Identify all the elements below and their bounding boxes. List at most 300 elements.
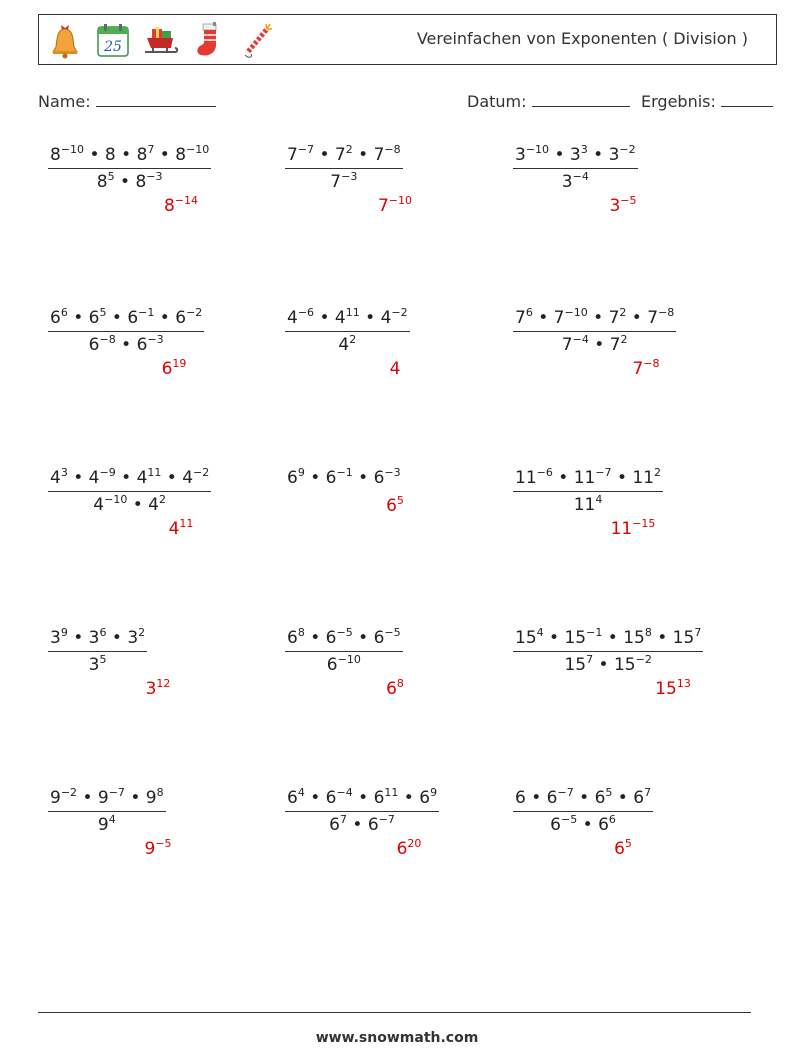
power-base: 4 (334, 308, 346, 328)
factor (148, 495, 166, 515)
power-exponent: 2 (159, 493, 166, 506)
power-exponent: 7 (586, 653, 594, 666)
factor (93, 495, 127, 515)
power-base: 6 (50, 308, 61, 328)
footer-url: www.snowmath.com (315, 1030, 479, 1046)
power-base: 3 (127, 628, 139, 648)
power-exponent: −4 (572, 170, 589, 183)
power-base: 4 (88, 468, 100, 488)
score-field (641, 92, 773, 111)
factor (515, 788, 526, 808)
factor (98, 815, 116, 835)
factor (374, 788, 399, 808)
power-base: 15 (672, 628, 695, 648)
factor (368, 815, 395, 835)
factor (326, 628, 353, 648)
multiply-dot: • (525, 788, 547, 808)
power-base: 6 (594, 788, 606, 808)
power-exponent: 11 (384, 786, 399, 799)
power-exponent: 5 (99, 306, 107, 319)
power-base: 4 (93, 495, 105, 515)
numerator (285, 468, 403, 491)
answer (378, 196, 412, 216)
power-exponent: 11 (179, 517, 194, 530)
multiply-dot: • (67, 628, 89, 648)
date-blank (532, 92, 630, 107)
factor (562, 335, 589, 355)
power-exponent: 4 (536, 626, 544, 639)
power-base: 3 (88, 628, 100, 648)
power-base: 11 (632, 468, 655, 488)
power-exponent: −5 (561, 813, 578, 826)
power-base: 6 (325, 468, 337, 488)
problem-9 (513, 468, 663, 515)
answer (386, 679, 404, 699)
multiply-dot: • (577, 815, 599, 835)
denominator (285, 652, 403, 675)
factor (89, 655, 107, 675)
numerator (48, 628, 147, 652)
factor (50, 308, 68, 328)
power-exponent: −5 (620, 194, 637, 207)
power-exponent: 3 (580, 143, 588, 156)
power-base: 4 (287, 308, 298, 328)
power-exponent: −10 (525, 143, 550, 156)
answer (611, 519, 656, 539)
bell-icon (47, 21, 83, 59)
power-exponent: 4 (595, 493, 603, 506)
power-base: 6 (515, 788, 526, 808)
power-exponent: −2 (619, 143, 636, 156)
multiply-dot: • (114, 172, 136, 192)
power-exponent: 7 (147, 143, 155, 156)
power-base: 11 (573, 468, 596, 488)
factor (287, 788, 305, 808)
stocking-icon (191, 21, 227, 59)
multiply-dot: • (359, 308, 381, 328)
multiply-dot: • (314, 145, 335, 165)
multiply-dot: • (115, 335, 137, 355)
power-exponent: −2 (635, 653, 652, 666)
power-base: 6 (88, 335, 100, 355)
multiply-dot: • (352, 788, 374, 808)
factor (570, 145, 588, 165)
multiply-dot: • (115, 145, 137, 165)
power-base: 8 (96, 172, 108, 192)
problem-6 (513, 308, 676, 355)
power-base: 3 (569, 145, 581, 165)
factor (137, 468, 162, 488)
numerator (285, 788, 439, 812)
multiply-dot: • (626, 308, 648, 328)
factor (50, 788, 77, 808)
answer (609, 196, 636, 216)
denominator (513, 492, 663, 515)
power-base: 4 (338, 335, 350, 355)
name-blank (96, 92, 216, 107)
factor (97, 172, 115, 192)
problem-11 (285, 628, 403, 675)
power-exponent: 2 (349, 333, 357, 346)
power-exponent: 5 (99, 653, 107, 666)
factor (515, 628, 544, 648)
power-base: 7 (515, 308, 526, 328)
multiply-dot: • (651, 628, 673, 648)
numerator (285, 628, 403, 652)
factor (515, 468, 553, 488)
denominator (48, 652, 147, 675)
factor (327, 655, 361, 675)
power-base: 6 (325, 788, 337, 808)
power-exponent: 2 (620, 333, 628, 346)
power-exponent: 5 (107, 170, 115, 183)
denominator (48, 169, 211, 192)
factor (632, 468, 661, 488)
power-exponent: −3 (384, 466, 401, 479)
multiply-dot: • (398, 788, 420, 808)
power-base: 15 (623, 628, 645, 648)
factor (564, 628, 602, 648)
denominator (285, 169, 403, 192)
problem-10 (48, 628, 147, 675)
power-exponent: −1 (586, 626, 603, 639)
power-base: 7 (608, 308, 620, 328)
power-base: 4 (50, 468, 61, 488)
factor (633, 788, 651, 808)
power-base: 3 (88, 655, 100, 675)
power-exponent: 8 (156, 786, 164, 799)
multiply-dot: • (602, 628, 624, 648)
power-exponent: 3 (60, 466, 68, 479)
power-exponent: −7 (297, 143, 315, 156)
power-base: 15 (515, 628, 537, 648)
factor (287, 628, 305, 648)
factor (50, 145, 84, 165)
power-exponent: 8 (297, 626, 305, 639)
multiply-dot: • (67, 308, 89, 328)
power-base: 3 (515, 145, 526, 165)
power-exponent: 11 (147, 466, 162, 479)
power-exponent: −10 (337, 653, 361, 666)
power-base: 8 (136, 145, 148, 165)
power-base: 6 (326, 655, 338, 675)
numerator (513, 145, 638, 169)
power-base: 6 (633, 788, 645, 808)
power-base: 6 (329, 815, 340, 835)
power-exponent: −2 (391, 306, 408, 319)
worksheet-title: Vereinfachen von Exponenten ( Division ) (416, 29, 748, 48)
numerator (513, 468, 663, 492)
factor (335, 145, 353, 165)
factor (50, 468, 68, 488)
icon-row (47, 21, 275, 59)
multiply-dot: • (347, 815, 368, 835)
power-exponent: −8 (99, 333, 116, 346)
factor (287, 145, 314, 165)
power-base: 6 (373, 468, 385, 488)
problem-4 (48, 308, 204, 355)
multiply-dot: • (552, 468, 574, 488)
factor (623, 628, 652, 648)
problem-15 (513, 788, 653, 835)
factor (598, 815, 616, 835)
factor (609, 145, 636, 165)
multiply-dot: • (532, 308, 554, 328)
power-exponent: 2 (654, 466, 662, 479)
power-exponent: −3 (147, 333, 164, 346)
factor (98, 788, 125, 808)
power-base: 7 (334, 145, 346, 165)
multiply-dot: • (304, 468, 326, 488)
power-base: 6 (287, 788, 298, 808)
power-base: 11 (610, 519, 633, 539)
answer (146, 679, 171, 699)
power-base: 7 (553, 308, 565, 328)
power-base: 9 (97, 788, 109, 808)
problem-3 (513, 145, 638, 192)
power-exponent: −6 (297, 306, 315, 319)
power-base: 7 (632, 359, 644, 379)
power-base: 3 (561, 172, 573, 192)
power-exponent: 7 (694, 626, 702, 639)
power-base: 6 (373, 788, 385, 808)
multiply-dot: • (587, 145, 609, 165)
answer (162, 359, 187, 379)
numerator (513, 628, 703, 652)
power-base: 8 (163, 196, 175, 216)
power-exponent: 5 (624, 837, 632, 850)
factor (673, 628, 702, 648)
power-exponent: 2 (345, 143, 353, 156)
power-base: 8 (104, 145, 116, 165)
power-base: 11 (515, 468, 537, 488)
power-base: 9 (97, 815, 109, 835)
power-exponent: 6 (99, 626, 107, 639)
factor (175, 308, 202, 328)
multiply-dot: • (314, 308, 335, 328)
power-exponent: 6 (525, 306, 533, 319)
footer-divider (38, 1012, 751, 1013)
power-base: 7 (373, 145, 385, 165)
numerator (48, 145, 211, 169)
power-base: 9 (50, 788, 61, 808)
power-base: 6 (550, 815, 561, 835)
factor (50, 628, 68, 648)
power-base: 7 (377, 196, 389, 216)
power-base: 3 (608, 145, 620, 165)
multiply-dot: • (154, 308, 176, 328)
answer (655, 679, 691, 699)
factor (330, 172, 357, 192)
name-label: Name: (38, 92, 91, 111)
factor (547, 788, 574, 808)
multiply-dot: • (587, 308, 609, 328)
denominator (513, 169, 638, 192)
denominator (285, 332, 410, 355)
factor (182, 468, 209, 488)
power-exponent: −8 (384, 143, 401, 156)
multiply-dot: • (549, 145, 570, 165)
power-exponent: −10 (60, 143, 85, 156)
factor (374, 145, 401, 165)
denominator (513, 332, 676, 355)
power-exponent: −10 (186, 143, 210, 156)
score-blank (721, 92, 773, 107)
factor (381, 308, 408, 328)
power-exponent: −1 (336, 466, 353, 479)
power-exponent: −5 (155, 837, 172, 850)
name-field (38, 92, 216, 111)
denominator (513, 812, 653, 835)
power-exponent: 9 (297, 466, 305, 479)
power-base: 6 (287, 628, 298, 648)
power-exponent: 11 (345, 306, 360, 319)
power-exponent: 12 (156, 677, 171, 690)
numerator (513, 788, 653, 812)
power-exponent: −3 (146, 170, 163, 183)
factor (338, 335, 356, 355)
power-base: 4 (148, 495, 159, 515)
power-base: 6 (287, 468, 298, 488)
power-exponent: −3 (341, 170, 358, 183)
power-exponent: 6 (60, 306, 68, 319)
power-base: 4 (136, 468, 148, 488)
multiply-dot: • (106, 628, 128, 648)
multiply-dot: • (77, 788, 98, 808)
numerator (48, 308, 204, 332)
multiply-dot: • (84, 145, 105, 165)
power-base: 6 (88, 308, 100, 328)
power-exponent: −7 (378, 813, 395, 826)
power-exponent: 2 (619, 306, 627, 319)
power-exponent: 13 (676, 677, 691, 690)
power-base: 15 (613, 655, 636, 675)
power-base: 6 (367, 815, 379, 835)
power-base: 6 (136, 335, 148, 355)
factor (335, 308, 360, 328)
power-exponent: −9 (99, 466, 116, 479)
problem-13 (48, 788, 166, 835)
multiply-dot: • (124, 788, 146, 808)
factor (146, 788, 164, 808)
power-exponent: 4 (108, 813, 116, 826)
power-exponent: 4 (297, 786, 305, 799)
power-exponent: −4 (336, 786, 353, 799)
answer (386, 496, 404, 516)
power-exponent: 6 (608, 813, 616, 826)
date-field (467, 92, 630, 111)
power-exponent: −2 (60, 786, 78, 799)
factor (89, 335, 116, 355)
worksheet-header (38, 14, 777, 65)
problem-12 (513, 628, 703, 675)
power-base: 9 (145, 788, 157, 808)
factor (89, 628, 107, 648)
power-base: 15 (564, 655, 587, 675)
svg-text:25: 25 (104, 39, 122, 55)
multiply-dot: • (115, 468, 137, 488)
denominator (48, 332, 204, 355)
power-exponent: 7 (340, 813, 347, 826)
power-base: 4 (389, 359, 401, 379)
multiply-dot: • (588, 335, 610, 355)
power-exponent: −6 (536, 466, 553, 479)
factor (515, 308, 533, 328)
factor (610, 335, 628, 355)
answer (632, 359, 659, 379)
power-exponent: 2 (138, 626, 146, 639)
multiply-dot: • (304, 788, 326, 808)
power-base: 3 (609, 196, 621, 216)
calendar-icon (95, 21, 131, 59)
factor (105, 145, 116, 165)
power-exponent: 7 (644, 786, 652, 799)
factor (127, 308, 154, 328)
multiply-dot: • (154, 145, 176, 165)
factor (554, 308, 588, 328)
power-exponent: −7 (557, 786, 574, 799)
power-base: 7 (561, 335, 573, 355)
power-exponent: −5 (336, 626, 353, 639)
power-base: 15 (564, 628, 587, 648)
factor (326, 788, 353, 808)
numerator (48, 468, 211, 492)
multiply-dot: • (543, 628, 565, 648)
factor (419, 788, 437, 808)
factor (614, 655, 652, 675)
power-base: 3 (145, 679, 157, 699)
multiply-dot: • (161, 468, 183, 488)
power-base: 6 (396, 839, 408, 859)
problem-2 (285, 145, 403, 192)
multiply-dot: • (352, 145, 374, 165)
answer (144, 839, 171, 859)
factor (609, 308, 627, 328)
power-base: 6 (175, 308, 187, 328)
sleigh-icon (143, 21, 179, 59)
numerator (48, 788, 166, 812)
factor (574, 468, 612, 488)
answer (164, 196, 198, 216)
factor (89, 468, 116, 488)
power-base: 6 (325, 628, 337, 648)
power-exponent: 8 (644, 626, 652, 639)
power-base: 11 (573, 495, 596, 515)
multiply-dot: • (106, 308, 128, 328)
multiply-dot: • (612, 788, 634, 808)
denominator (48, 492, 211, 515)
problem-7 (48, 468, 211, 515)
answer (614, 839, 632, 859)
power-base: 6 (161, 359, 173, 379)
denominator (285, 812, 439, 835)
power-exponent: −4 (572, 333, 589, 346)
factor (175, 145, 209, 165)
power-exponent: −15 (632, 517, 656, 530)
factor (374, 628, 401, 648)
factor (287, 468, 305, 488)
factor (515, 145, 549, 165)
power-base: 9 (144, 839, 156, 859)
factor (595, 788, 613, 808)
power-exponent: −2 (186, 306, 203, 319)
answer (397, 839, 422, 859)
factor (550, 815, 577, 835)
factor (127, 628, 145, 648)
power-exponent: −8 (643, 357, 660, 370)
factor (574, 495, 603, 515)
power-exponent: −14 (174, 194, 199, 207)
